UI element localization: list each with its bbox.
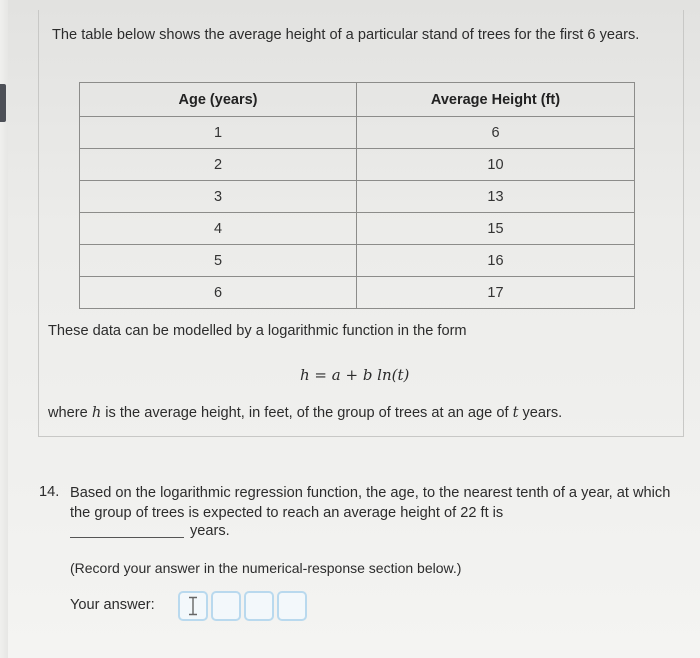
- header-height: Average Height (ft): [357, 83, 635, 117]
- age-cell: 6: [80, 277, 357, 309]
- answer-label: Your answer:: [70, 597, 155, 613]
- intro-text: The table below shows the average height of a particular stand of trees for the first 6 years.: [52, 27, 640, 43]
- record-instruction: (Record your answer in the numerical-response section below.): [70, 560, 462, 576]
- variable-definition: [48, 404, 562, 421]
- age-cell: 2: [80, 149, 357, 181]
- table-row: [80, 117, 635, 149]
- answer-digit-box-2[interactable]: [211, 591, 241, 621]
- height-cell: 15: [357, 213, 635, 245]
- table-row: [80, 181, 635, 213]
- variable-t: t: [512, 404, 519, 421]
- model-lead-text: These data can be modelled by a logarithmic function in the form: [48, 323, 467, 339]
- answer-blank-line: [70, 537, 184, 538]
- side-tab-marker: [0, 84, 6, 122]
- table-row: [80, 149, 635, 181]
- question-number: 14.: [39, 484, 60, 500]
- text-cursor-icon: [187, 596, 199, 616]
- age-cell: 3: [80, 181, 357, 213]
- table-row: [80, 277, 635, 309]
- blank-unit-label: years.: [190, 523, 230, 539]
- answer-digit-box-1[interactable]: [178, 591, 208, 621]
- question-text: Based on the logarithmic regression function, the age, to the nearest tenth of a year, at which the group of trees is expected to reach an average height of 22 ft is: [70, 485, 671, 521]
- header-age: Age (years): [80, 83, 357, 117]
- answer-digit-box-4[interactable]: [277, 591, 307, 621]
- table-row: [80, 245, 635, 277]
- where-suffix: years.: [518, 405, 563, 421]
- height-cell: 10: [357, 149, 635, 181]
- variable-h: h: [91, 404, 102, 421]
- height-cell: 6: [357, 117, 635, 149]
- age-cell: 1: [80, 117, 357, 149]
- height-cell: 17: [357, 277, 635, 309]
- height-cell: 13: [357, 181, 635, 213]
- age-cell: 5: [80, 245, 357, 277]
- height-cell: 16: [357, 245, 635, 277]
- answer-digit-box-3[interactable]: [244, 591, 274, 621]
- regression-formula: h = a + b ln(t): [300, 366, 410, 384]
- where-prefix: where: [48, 405, 92, 421]
- table-header-row: [80, 83, 635, 117]
- table-row: [80, 213, 635, 245]
- data-table: [79, 82, 635, 309]
- where-middle: is the average height, in feet, of the group of trees at an age of: [101, 405, 513, 421]
- numerical-response-boxes: [178, 591, 307, 621]
- age-cell: 4: [80, 213, 357, 245]
